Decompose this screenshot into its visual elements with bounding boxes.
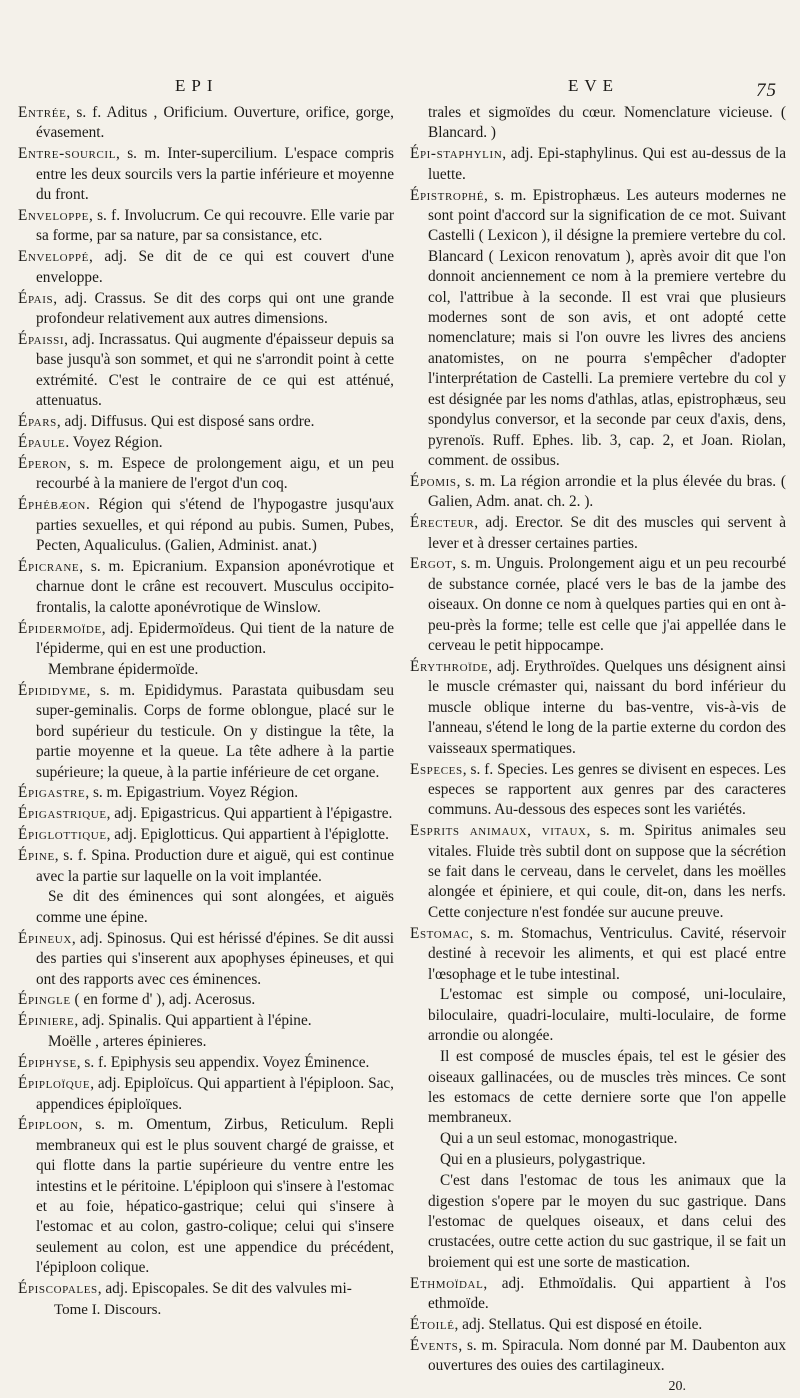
entry-paragraph: Qui en a plusieurs, polygastrique. (440, 1151, 646, 1169)
entry-text: , adj. Erector. Se dit des muscles qui servent à lever et à dresser certaines parties. (428, 514, 786, 552)
dictionary-entry (18, 144, 394, 205)
entry-text: , adj. Diffusus. Qui est disposé sans ordre. (56, 413, 315, 431)
dictionary-entry (410, 144, 786, 185)
entry-text: , adj. Ethmoïdalis. Qui appartient à l'os ethmoïde. (428, 1274, 786, 1313)
dictionary-entry (18, 454, 394, 495)
entry-text: , s. f. Aditus , Orificium. Ouverture, orifice, gorge, évasement. (36, 104, 394, 142)
dictionary-entry (18, 990, 394, 1010)
entry-headword: Épiploïque (18, 1075, 91, 1093)
entry-headword: Évents (410, 1336, 459, 1354)
dictionary-entry (410, 1274, 786, 1315)
entry-text: , s. m. Inter-supercilium. L'espace compris entre les deux sourcils vers la partie inférieure et moyenne du front. (36, 145, 394, 204)
entry-headword: Épaule (18, 434, 66, 451)
entry-headword: Especes (410, 760, 463, 778)
entry-headword: Épiphyse (18, 1054, 77, 1072)
entry-headword: Épiglottique (18, 826, 107, 844)
entry-headword: Éperon (18, 454, 68, 472)
entry-text: , adj. Erythroïdes. Quelques uns désignent ainsi le muscle crémaster qui, naissant du bord inférieur du muscle oblique interne du bas-ventre, vis-à-vis de l'anneau, s'étend le long de la partie externe du cordon des vaisseaux spermatiques. (428, 657, 786, 757)
entry-headword: Esprits animaux, vitaux (410, 822, 587, 840)
right-column (410, 103, 786, 1398)
entry-paragraph: Se dit des éminences qui sont alongées, et aiguës comme une épine. (36, 888, 394, 926)
entry-text: . Voyez Région. (65, 434, 163, 451)
entry-text: , adj. Epiglotticus. Qui appartient à l'épiglotte. (106, 826, 389, 844)
entry-text: , adj. Se dit de ce qui est couvert d'une enveloppe. (36, 248, 394, 286)
dictionary-entry (18, 247, 394, 288)
dictionary-entry (18, 103, 394, 144)
entry-text: , adj. Epigastricus. Qui appartient à l'épigastre. (106, 805, 393, 823)
entry-paragraph: Moëlle , arteres épinieres. (48, 1033, 207, 1051)
signature-footer: Tome I. Discours. (54, 1302, 162, 1319)
entry-headword: Ethmoïdal (410, 1274, 484, 1292)
entry-headword: Épais (18, 289, 54, 307)
entry-text: , adj. Epidermoïdeus. Qui tient de la nature de l'épiderme, qui en est une production. (36, 619, 394, 658)
entry-text: , adj. Epi-staphylinus. Qui est au-dessus de la luette. (428, 145, 786, 183)
dictionary-entry (18, 783, 394, 803)
dictionary-entry (18, 1115, 394, 1278)
dictionary-entry (410, 924, 786, 985)
running-head-left: EPI (175, 76, 219, 95)
entry-headword: Épicrane (18, 557, 80, 575)
dictionary-entry (18, 433, 394, 453)
entry-text: , adj. Stellatus. Qui est disposé en étoile. (454, 1315, 703, 1333)
entry-text: , adj. Crassus. Se dit des corps qui ont une grande profondeur relativement aux autres dimensions. (36, 289, 394, 328)
entry-headword: Entrée (18, 104, 67, 121)
dictionary-entry (18, 1053, 394, 1073)
entry-text: , adj. Incrassatus. Qui augmente d'épaisseur depuis sa base jusqu'à son sommet, et qui ne s'arrondit point à cette extrémité. C'est le contraire de ce qui est atténué, attenuatus. (36, 330, 394, 410)
signature-number: 20. (668, 1379, 686, 1395)
entry-text: , s. m. Unguis. Prolongement aigu et un peu recourbé de substance cornée, placé vers le bas de la jambe des oiseaux. On donne ce nom à quelques parties qui en ont à-peu-près la forme; telle est celle que j'ai appellée dans le cerveau le petit hippocampe. (428, 555, 786, 655)
entry-text: , s. m. Espece de prolongement aigu, et un peu recourbé à la maniere de l'ergot d'un coq. (36, 454, 394, 493)
entry-text: , s. m. Spiritus animales seu vitales. Fluide très subtil dont on suppose que la sécrétion se fait dans le cerveau, dans le cervelet, dans les moëlles alongée et épiniere, et qui coule, dit-on, dans les nerfs. Cette conjecture n'est fondée sur aucune preuve. (428, 822, 786, 921)
entry-text: , s. m. Epistrophæus. Les auteurs modernes ne sont point d'accord sur la signification de ce mot. Suivant Castelli ( Lexicon ), il désigne la premiere vertebre du col. Blancard ( Lexicon renovatum ), après avoir dit que l'on donnoit anciennement ce nom à la premiere vertebre du col, l'attribue à la seconde. Il est vrai que plusieurs modernes sont de son avis, et ont adopté cette nomenclature; mais si l'on ouvre les livres des anciens anatomistes, on ne pourra s'empêcher d'adopter l'interprétation de Castelli. La premiere vertebre du col y est désignée par les noms d'athlas, atlas, epistrophæus, seu spondylus conversor, et la seconde par ceux d'axis, dens, pyrenoïs. Ruff. Ephes. lib. 3, cap. 2, et Joan. Riolan, comment. de ossibus. (428, 186, 786, 469)
entry-text: , adj. Spinalis. Qui appartient à l'épine. (74, 1012, 312, 1030)
entry-text: , adj. Spinosus. Qui est hérissé d'épines. Se dit aussi des parties qui s'inserent aux apophyses épineuses, et qui ont des rapports avec ces éminences. (36, 929, 394, 988)
dictionary-entry (18, 846, 394, 887)
entry-text: , s. m. Epicranium. Expansion aponévrotique et charnue dont le crâne est recouvert. Musculus occipito-frontalis, la calotte aponévrotique de Winslow. (36, 557, 394, 616)
dictionary-entry (18, 289, 394, 330)
entry-text: , s. m. La région arrondie et la plus élevée du bras. ( Galien, Adm. anat. ch. 2. ). (428, 472, 786, 511)
entry-text: , adj. Epiploïcus. Qui appartient à l'épiploon. Sac, appendices épiploïques. (36, 1075, 394, 1113)
dictionary-entry (18, 1074, 394, 1115)
dictionary-entry (18, 929, 394, 990)
entry-headword: Enveloppe (18, 207, 89, 225)
entry-headword: Épaissi (18, 330, 65, 348)
dictionary-entry (18, 412, 394, 432)
entry-headword: Épars (18, 413, 57, 431)
entry-headword: Épineux (18, 929, 72, 947)
entry-headword: Ergot (410, 555, 453, 573)
entry-headword: Épistrophé (410, 186, 485, 204)
dictionary-entry (410, 1315, 786, 1335)
entry-text: , s. f. Epiphysis seu appendix. Voyez Éminence. (76, 1054, 370, 1072)
entry-paragraph: Qui a un seul estomac, monogastrique. (440, 1130, 678, 1148)
dictionary-entry (18, 495, 394, 556)
dictionary-entry (410, 186, 786, 472)
entry-headword: Épiploon (18, 1116, 79, 1134)
entry-headword: Érecteur (410, 514, 475, 532)
dictionary-entry (410, 554, 786, 656)
entry-text: , s. m. Omentum, Zirbus, Reticulum. Repli membraneux qui est le plus souvent chargé de graisse, et qui flotte dans la partie supérieure du ventre entre les intestins et le péritoine. L'épiploon qui s'insere à l'estomac et au foie, hépatico-gastrique; celui qui s'insere à l'estomac et au colon, gastro-colique; celui qui s'insere seulement au colon, est une appendice du précédent, l'épiploon colique. (36, 1116, 394, 1277)
dictionary-entry (18, 1011, 394, 1031)
entry-headword: Épingle (18, 991, 71, 1009)
entry-paragraph: Il est composé de muscles épais, tel est le gésier des oiseaux gallinacées, ou de muscles très minces. Ce sont les estomacs de cette derniere sorte que l'on appelle membraneux. (428, 1048, 786, 1127)
entry-headword: Étoilé (410, 1315, 455, 1333)
dictionary-entry (410, 1336, 786, 1377)
dictionary-entry (18, 206, 394, 247)
dictionary-entry (18, 681, 394, 783)
entry-text: , s. m. Spiracula. Nom donné par M. Daubenton aux ouvertures des ouies des cartilagineux. (428, 1336, 786, 1375)
dictionary-entry (18, 1279, 394, 1299)
dictionary-entry (18, 619, 394, 660)
running-head-center: EVE (568, 76, 620, 95)
dictionary-entry (410, 760, 786, 821)
entry-headword: Épiscopales (18, 1280, 98, 1298)
entry-headword: Épine (18, 847, 55, 865)
entry-headword: Éphébæon (18, 496, 86, 514)
entry-text: , s. f. Spina. Production dure et aiguë, qui est continue avec la partie sur laquelle on la voit implantée. (36, 847, 394, 885)
continued-text: trales et sigmoïdes du cœur. Nomenclature vicieuse. ( Blancard. ) (428, 104, 786, 142)
dictionary-entry (410, 821, 786, 923)
entry-paragraph: L'estomac est simple ou composé, uni-loculaire, biloculaire, quadri-loculaire, multi-loculaire, de forme arrondie ou alongée. (428, 986, 786, 1045)
entry-text: , s. m. Epididymus. Parastata quibusdam seu super-geminalis. Corps de forme oblongue, placé sur le bord supérieur du testicule. On y distingue la tête, la partie moyenne et la queue. La tête adhere à la partie supérieure; la queue, à la partie inférieure de cet organe. (36, 681, 394, 781)
entry-headword: Épigastre (18, 784, 86, 802)
dictionary-entry (18, 825, 394, 845)
entry-headword: Érythroïde (410, 657, 489, 675)
entry-headword: Épomis (410, 472, 457, 490)
entry-paragraph: C'est dans l'estomac de tous les animaux que la digestion s'opere par le moyen du suc gastrique. Dans l'estomac de quelques oiseaux, et dans celui des crustacées, outre cette action du suc gastrique, il se fait un broiement qui est une sorte de mastication. (428, 1172, 786, 1271)
entry-text: , s. m. Stomachus, Ventriculus. Cavité, réservoir destiné à recevoir les aliments, et qui est placé entre l'œsophage et le tube intestinal. (428, 924, 786, 983)
entry-headword: Épi-staphylin (410, 145, 503, 163)
dictionary-entry (410, 657, 786, 759)
entry-headword: Épigastrique (18, 805, 107, 823)
dictionary-entry (410, 513, 786, 554)
left-column (18, 103, 394, 1320)
entry-text: , s. f. Species. Les genres se divisent en especes. Les especes se rapportent aux genres par des caracteres communs. Au-dessous des especes sont les variétés. (428, 760, 786, 819)
page-number: 75 (756, 80, 777, 101)
entry-headword: Enveloppé (18, 248, 89, 266)
dictionary-entry (18, 804, 394, 824)
entry-headword: Estomac (410, 924, 470, 942)
entry-paragraph: Membrane épidermoïde. (48, 660, 199, 678)
entry-text: , adj. Episcopales. Se dit des valvules mi- (97, 1280, 352, 1298)
dictionary-entry (18, 557, 394, 618)
entry-text: ( en forme d' ), adj. Acerosus. (70, 991, 256, 1009)
dictionary-entry (18, 330, 394, 412)
entry-text: . Région qui s'étend de l'hypogastre jusqu'aux parties sexuelles, et qui répond au pubis. Sumen, Pubes, Pecten, Aqualiculus. (Galien, Administ. anat.) (36, 496, 394, 555)
entry-text: , s. m. Epigastrium. Voyez Région. (85, 784, 299, 802)
entry-headword: Épidermoïde (18, 619, 102, 637)
entry-headword: Entre-sourcil (18, 145, 117, 163)
dictionary-entry (410, 472, 786, 513)
entry-headword: Épiniere (18, 1012, 75, 1030)
entry-text: , s. f. Involucrum. Ce qui recouvre. Elle varie par sa forme, par sa nature, par sa consistance, etc. (36, 207, 394, 245)
entry-headword: Épididyme (18, 681, 87, 699)
